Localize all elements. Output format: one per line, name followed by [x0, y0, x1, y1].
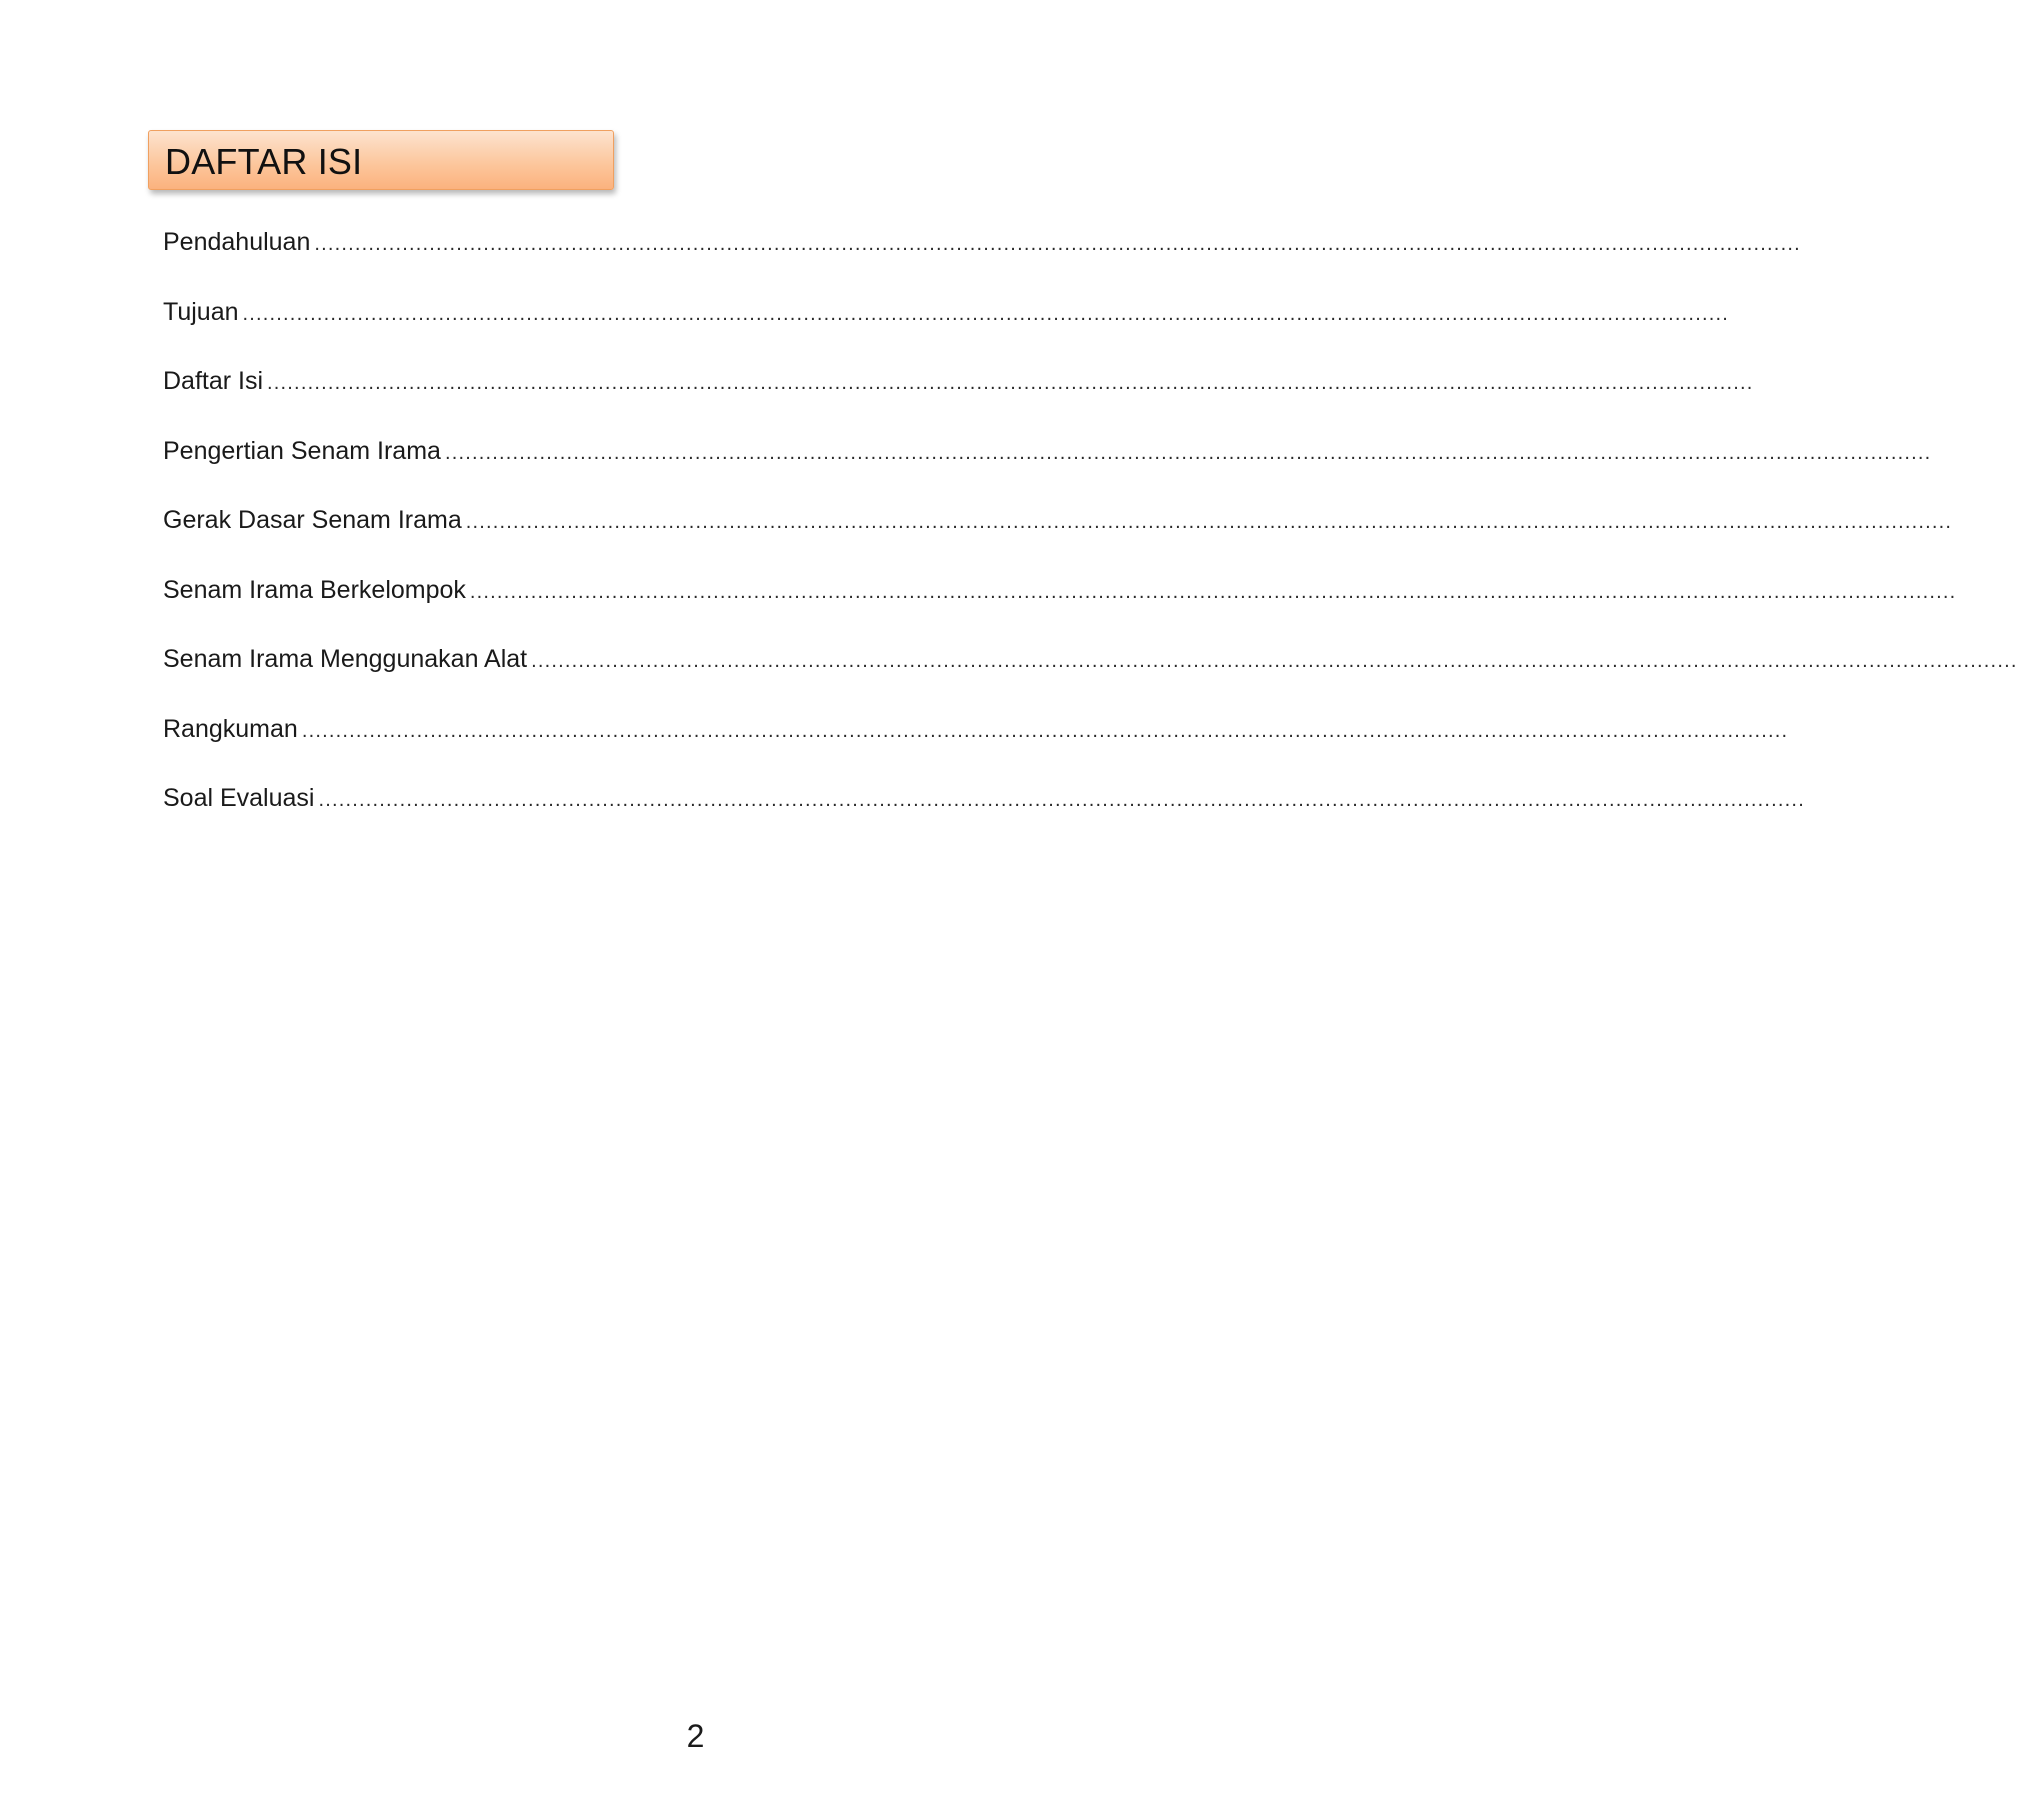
- toc-entry: [163, 714, 1789, 785]
- toc-leader-dots: ............................................................................................................................................................................................................................: [531, 650, 2018, 672]
- toc-entry: [163, 228, 1801, 298]
- toc-leader-dots: ............................................................................................................................................................................................................................: [314, 233, 1801, 255]
- toc-entry: [163, 575, 1957, 646]
- toc-entry-label: Daftar Isi: [163, 367, 264, 395]
- toc-leader-dots: ............................................................................................................................................................................................................................: [242, 302, 1729, 325]
- toc-entry: [163, 506, 1953, 576]
- toc-entry-label: Senam Irama Menggunakan Alat: [163, 645, 528, 673]
- toc-entry: [163, 784, 1805, 854]
- toc-title: DAFTAR ISI: [165, 141, 363, 182]
- toc-leader-dots: ............................................................................................................................................................................................................................: [444, 441, 1932, 464]
- toc-leader-dots: ............................................................................................................................................................................................................................: [301, 719, 1789, 742]
- toc-entry-label: Senam Irama Berkelompok: [163, 575, 466, 604]
- toc-entry-label: Rangkuman: [163, 714, 298, 743]
- toc-title-box: [148, 130, 614, 190]
- toc-entry: [163, 297, 1729, 368]
- toc-leader-dots: ............................................................................................................................................................................................................................: [318, 789, 1805, 811]
- toc-entry: [163, 436, 1932, 507]
- toc-entry-label: Gerak Dasar Senam Irama: [163, 506, 462, 534]
- toc-entry: [163, 645, 2018, 715]
- table-of-contents: [163, 228, 2018, 854]
- toc-leader-dots: ............................................................................................................................................................................................................................: [465, 511, 1953, 533]
- toc-leader-dots: ............................................................................................................................................................................................................................: [267, 372, 1754, 394]
- toc-entry: [163, 367, 1754, 437]
- toc-entry-label: Soal Evaluasi: [163, 784, 315, 812]
- toc-entry-label: Pendahuluan: [163, 228, 311, 256]
- toc-entry-label: Pengertian Senam Irama: [163, 436, 441, 465]
- toc-leader-dots: ............................................................................................................................................................................................................................: [469, 580, 1957, 603]
- page-number: 2: [686, 1718, 705, 1754]
- toc-entry-label: Tujuan: [163, 297, 239, 326]
